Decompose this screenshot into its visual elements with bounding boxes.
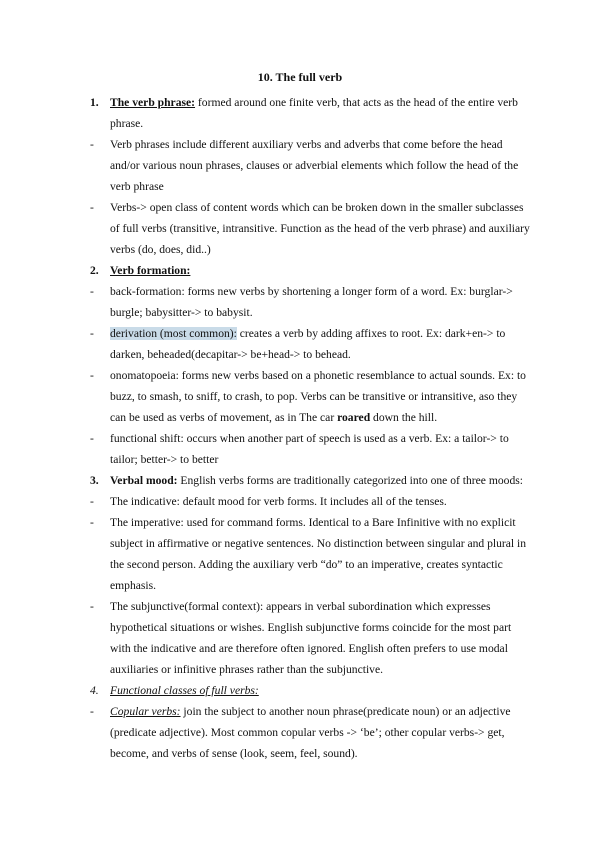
item-text: Verb phrases include different auxiliary verbs and adverbs that come before the head and/or various noun phrases, clauses or adverbial elements which follow the head of the verb phrase: [110, 138, 519, 193]
emphasized-text: The verb phrase:: [110, 96, 196, 109]
emphasized-text: derivation (most common):: [110, 327, 237, 340]
item-text: The indicative: default mood for verb forms. It includes all of the tenses.: [110, 495, 447, 508]
bullet-item: [90, 281, 532, 323]
item-text: The imperative: used for command forms. Identical to a Bare Infinitive with no explicit subject in affirmative or negative sentences. No distinction between singular and plural in the second person. Adding the auxiliary verb “do” to an imperative, creates syntactic emphasis.: [110, 516, 527, 592]
item-text: creates a verb by adding affixes to root. Ex: dark+en-> to darken, beheaded(decapitar-> be+head-> to behead.: [110, 327, 506, 361]
bullet-item: [90, 323, 532, 365]
item-text: English verbs forms are traditionally categorized into one of three moods:: [177, 474, 523, 487]
list-marker: -: [90, 285, 94, 298]
item-text: down the hill.: [370, 411, 438, 424]
list-marker: -: [90, 138, 94, 151]
list-marker: 4.: [90, 684, 99, 697]
emphasized-text: Verbal mood:: [110, 474, 178, 487]
emphasized-text: Verb formation:: [110, 264, 191, 277]
emphasized-text: Copular verbs:: [110, 705, 181, 718]
list-marker: 3.: [90, 474, 99, 487]
bullet-item: [90, 134, 532, 197]
item-text: Verbs-> open class of content words which can be broken down in the smaller subclasses of full verbs (transitive, intransitive. Function as the head of the verb phrase) and auxiliary verbs (do, does, did..): [110, 201, 530, 256]
section-heading-item: [90, 92, 532, 134]
item-text: functional shift: occurs when another part of speech is used as a verb. Ex: a tailor-> to tailor; better-> to better: [110, 432, 509, 466]
list-marker: -: [90, 327, 94, 340]
list-marker: -: [90, 516, 94, 529]
bullet-item: [90, 512, 532, 596]
list-marker: -: [90, 705, 94, 718]
list-marker: -: [90, 495, 94, 508]
item-text: back-formation: forms new verbs by shortening a longer form of a word. Ex: burglar-> burgle; babysitter-> to babysit.: [110, 285, 513, 319]
bullet-item: [90, 701, 532, 764]
item-text: join the subject to another noun phrase(predicate noun) or an adjective (predicate adjective). Most common copular verbs -> ‘be’; other copular verbs-> get, become, and verbs of sense (look, seem, feel, sound).: [110, 705, 511, 760]
list-marker: -: [90, 369, 94, 382]
bullet-item: [90, 365, 532, 428]
bullet-item: [90, 596, 532, 680]
list-marker: -: [90, 600, 94, 613]
emphasized-text: Functional classes of full verbs:: [110, 684, 259, 697]
list-marker: 2.: [90, 264, 99, 277]
list-marker: -: [90, 432, 94, 445]
item-text: onomatopoeia: forms new verbs based on a phonetic resemblance to actual sounds. Ex: to buzz, to smash, to sniff, to crash, to pop. Verbs can be transitive or intransitive, aso they can be used as verbs of movement, as in The car: [110, 369, 526, 424]
document-title: 10. The full verb: [257, 70, 343, 84]
item-text: formed around one finite verb, that acts as the head of the entire verb phrase.: [110, 96, 518, 130]
list-marker: 1.: [90, 96, 99, 109]
item-text: The subjunctive(formal context): appears in verbal subordination which expresses hypothetical situations or wishes. English subjunctive forms coincide for the most part with the indicative and are therefore often ignored. English often prefers to use modal auxiliaries or infinitive phrases rather than the subjunctive.: [110, 600, 512, 676]
section-heading-item: [90, 680, 532, 701]
document-body: [90, 92, 532, 764]
list-marker: -: [90, 201, 94, 214]
section-heading-item: [90, 260, 532, 281]
emphasized-text: roared: [337, 411, 371, 424]
bullet-item: [90, 428, 532, 470]
bullet-item: [90, 491, 532, 512]
section-heading-item: [90, 470, 532, 491]
bullet-item: [90, 197, 532, 260]
